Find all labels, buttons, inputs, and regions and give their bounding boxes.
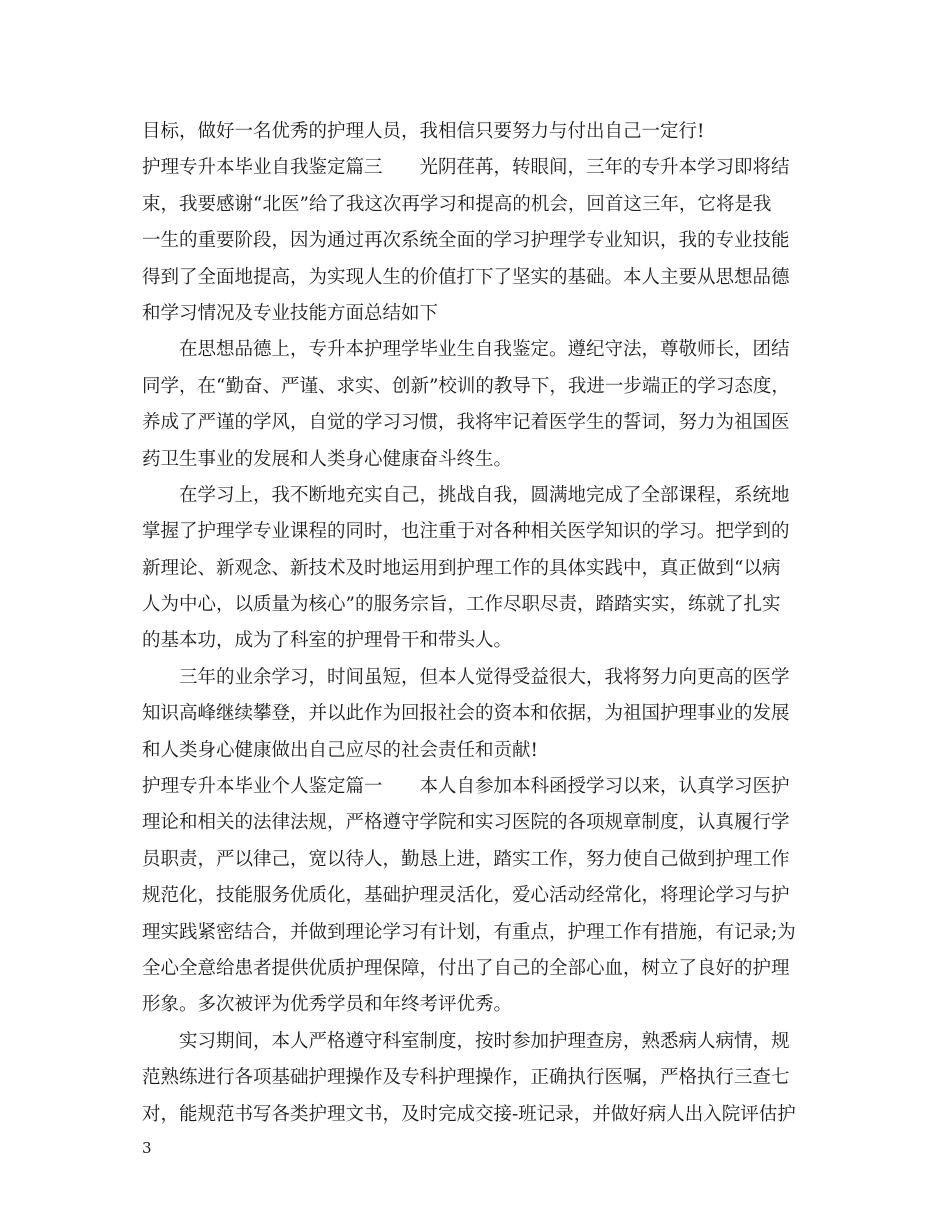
text-line: 得到了全面地提高，为实现人生的价值打下了坚实的基础。本人主要从思想品德 xyxy=(142,266,790,288)
text-line: 形象。多次被评为优秀学员和年终考评优秀。 xyxy=(142,994,513,1016)
document-body xyxy=(142,114,810,1133)
text-line: 养成了严谨的学风，自觉的学习习惯，我将牢记着医学生的誓词，努力为祖国医 xyxy=(142,412,790,434)
text-line: 在学习上，我不断地充实自己，挑战自我，圆满地完成了全部课程，系统地 xyxy=(142,484,790,506)
text-line: 束，我要感谢“北医”给了我这次再学习和提高的机会，回首这三年，它将是我 xyxy=(142,193,772,215)
text-line: 护理专升本毕业个人鉴定篇一 本人自参加本科函授学习以来，认真学习医护 xyxy=(142,776,790,798)
text-line: 的基本功，成为了科室的护理骨干和带头人。 xyxy=(142,630,513,652)
text-line: 和学习情况及专业技能方面总结如下 xyxy=(142,302,439,324)
text-line: 三年的业余学习，时间虽短，但本人觉得受益很大，我将努力向更高的医学 xyxy=(142,666,790,688)
text-line: 目标，做好一名优秀的护理人员，我相信只要努力与付出自己一定行! xyxy=(142,121,705,142)
text-line: 和人类身心健康做出自己应尽的社会责任和贡献! xyxy=(142,739,538,761)
text-line: 规范化，技能服务优质化，基础护理灵活化，爱心活动经常化，将理论学习与护 xyxy=(142,885,790,907)
text-line: 理实践紧密结合，并做到理论学习有计划，有重点，护理工作有措施，有记录;为 xyxy=(142,921,796,943)
text-line: 在思想品德上，专升本护理学毕业生自我鉴定。遵纪守法，尊敬师长，团结 xyxy=(142,339,790,361)
text-line: 人为中心，以质量为核心”的服务宗旨，工作尽职尽责，踏踏实实，练就了扎实 xyxy=(142,594,781,616)
text-line: 理论和相关的法律法规，严格遵守学院和实习医院的各项规章制度，认真履行学 xyxy=(142,812,790,834)
text-line: 药卫生事业的发展和人类身心健康奋斗终生。 xyxy=(142,448,513,470)
text-line: 对，能规范书写各类护理文书，及时完成交接-班记录，并做好病人出入院评估护 xyxy=(142,1103,796,1125)
text-line: 实习期间，本人严格遵守科室制度，按时参加护理查房，熟悉病人病情，规 xyxy=(142,1030,790,1052)
text-line: 同学，在“勤奋、严谨、求实、创新”校训的教导下，我进一步端正的学习态度， xyxy=(142,375,790,397)
text-line: 护理专升本毕业自我鉴定篇三 光阴荏苒，转眼间，三年的专升本学习即将结 xyxy=(142,157,790,179)
text-line: 全心全意给患者提供优质护理保障，付出了自己的全部心血，树立了良好的护理 xyxy=(142,957,790,979)
page-number: 3 xyxy=(142,1139,152,1157)
text-line: 掌握了护理学专业课程的同时，也注重于对各种相关医学知识的学习。把学到的 xyxy=(142,521,790,543)
text-line: 新理论、新观念、新技术及时地运用到护理工作的具体实践中，真正做到“以病 xyxy=(142,557,781,579)
text-line: 一生的重要阶段，因为通过再次系统全面的学习护理学专业知识，我的专业技能 xyxy=(142,230,790,252)
text-line: 员职责，严以律己，宽以待人，勤恳上进，踏实工作，努力使自己做到护理工作 xyxy=(142,848,790,870)
text-line: 范熟练进行各项基础护理操作及专科护理操作，正确执行医嘱，严格执行三查七 xyxy=(142,1067,790,1089)
text-line: 知识高峰继续攀登，并以此作为回报社会的资本和依据，为祖国护理事业的发展 xyxy=(142,703,790,725)
